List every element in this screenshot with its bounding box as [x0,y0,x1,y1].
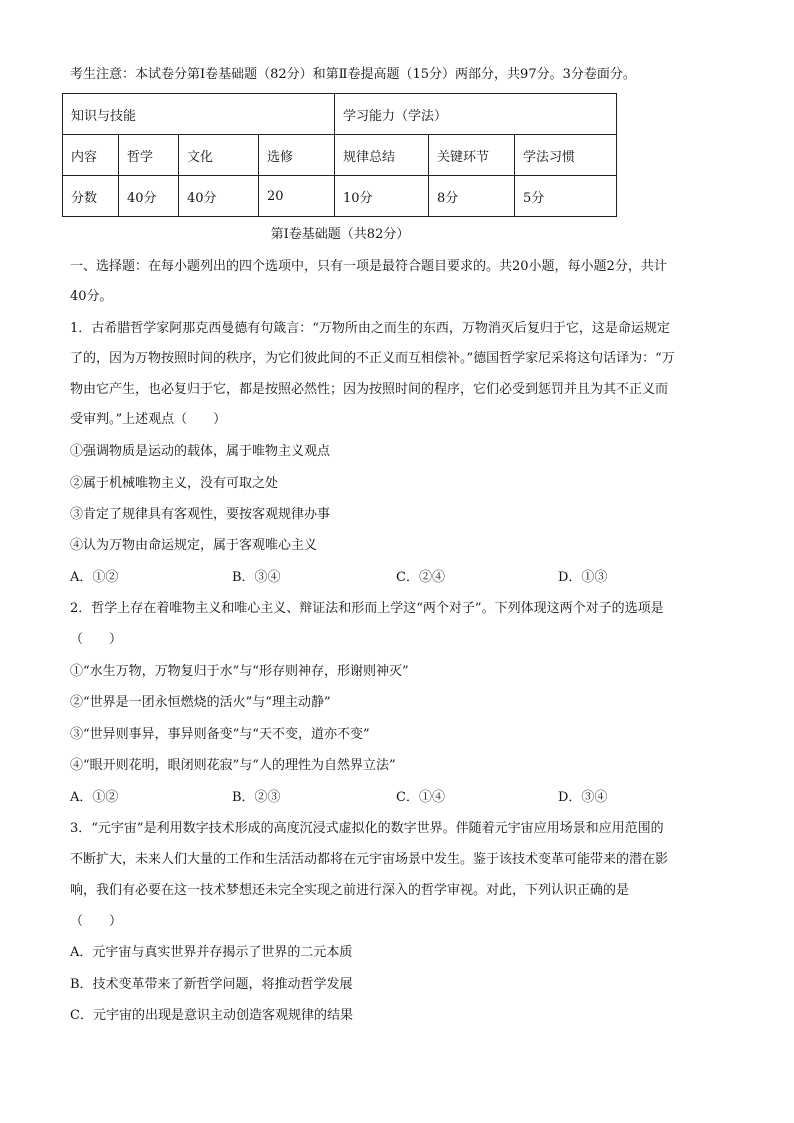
option-b[interactable]: B．②③ [232,790,281,805]
option-a[interactable]: A．元宇宙与真实世界并存揭示了世界的二元本质 [70,945,353,960]
option-b[interactable]: B．③④ [232,570,281,585]
question-1-stem-line: 物由它产生，也必复归于它，都是按照必然性；因为按照时间的程序，它们必受到惩罚并且为其不正义而 [70,382,669,397]
question-2-stem-line: （ ） [70,632,123,647]
option-b[interactable]: B．技术变革带来了新哲学问题，将推动哲学发展 [70,977,353,992]
option-d[interactable]: D．③④ [558,790,608,805]
option-c[interactable]: C．①④ [396,790,445,805]
question-1-stem-line: 1．古希腊哲学家阿那克西曼德有句箴言：“万物所由之而生的东西，万物消灭后复归于它，这是命运规定 [70,321,670,336]
question-3-stem-line: 响，我们有必要在这一技术梦想还未完全实现之前进行深入的哲学审视。对此，下列认识正确的是 [70,883,630,898]
question-3-stem-line: 3．“元宇宙”是利用数字技术形成的高度沉浸式虚拟化的数字世界。伴随着元宇宙应用场景和应用范围的 [70,821,664,836]
question-1-statement: ②属于机械唯物主义，没有可取之处 [70,476,279,491]
table-cell: 8分 [429,176,515,217]
table-header-cell: 学习能力（学法） [335,94,617,135]
table-cell: 学法习惯 [515,135,617,176]
option-d[interactable]: D．①③ [558,570,608,585]
section-title: 第Ⅰ卷基础题（共82分） [270,227,410,242]
table-cell: 5分 [515,176,617,217]
question-3-stem-line: 不断扩大，未来人们大量的工作和生活活动都将在元宇宙场景中发生。鉴于该技术变革可能带来的潜在影 [70,852,669,867]
table-cell: 规律总结 [335,135,429,176]
question-2-statement: ③“世异则事异，事异则备变”与“天不变，道亦不变” [70,727,370,742]
table-cell: 10分 [335,176,429,217]
question-1-options [70,569,710,587]
table-cell: 关键环节 [429,135,515,176]
instructions-line: 一、选择题：在每小题列出的四个选项中，只有一项是最符合题目要求的。共20小题，每小题2分，共计 [70,259,667,274]
question-1-statement: ③肯定了规律具有客观性，要按客观规律办事 [70,507,331,522]
option-c[interactable]: C．元宇宙的出现是意识主动创造客观规律的结果 [70,1008,353,1023]
question-3-stem-line: （ ） [70,914,123,929]
question-1-statement: ④认为万物由命运规定，属于客观唯心主义 [70,538,318,553]
table-cell: 文化 [179,135,259,176]
question-1-statement: ①强调物质是运动的载体，属于唯物主义观点 [70,444,331,459]
table-row [63,94,617,135]
table-cell: 40分 [179,176,259,217]
table-row [63,135,617,176]
instructions-line: 40分。 [70,289,113,304]
score-table [62,93,617,217]
option-a[interactable]: A．①② [70,570,119,585]
question-2-statement: ①“水生万物，万物复归于水”与“形存则神存，形谢则神灭” [70,664,409,679]
option-c[interactable]: C．②④ [396,570,445,585]
table-cell: 20 [259,176,335,217]
table-cell: 内容 [63,135,119,176]
question-1-stem-line: 了的，因为万物按照时间的秩序，为它们彼此间的不正义而互相偿补。”德国哲学家尼采将这句话译为：“万 [70,351,675,366]
question-2-options [70,789,710,807]
table-cell: 分数 [63,176,119,217]
table-header-cell: 知识与技能 [63,94,335,135]
question-2-statement: ②“世界是一团永恒燃烧的活火”与“理主动静” [70,695,331,710]
question-2-statement: ④“眼开则花明，眼闭则花寂”与“人的理性为自然界立法” [70,758,396,773]
question-1-stem-line: 受审判。”上述观点（ ） [70,412,227,427]
option-a[interactable]: A．①② [70,790,119,805]
table-cell: 选修 [259,135,335,176]
table-cell: 40分 [119,176,179,217]
table-cell: 哲学 [119,135,179,176]
table-row [63,176,617,217]
question-2-stem-line: 2．哲学上存在着唯物主义和唯心主义、辩证法和形而上学这“两个对子”。下列体现这两个对子的选项是 [70,601,664,616]
exam-notice: 考生注意：本试卷分第Ⅰ卷基础题（82分）和第Ⅱ卷提高题（15分）两部分，共97分。3分卷面分。 [70,67,636,82]
